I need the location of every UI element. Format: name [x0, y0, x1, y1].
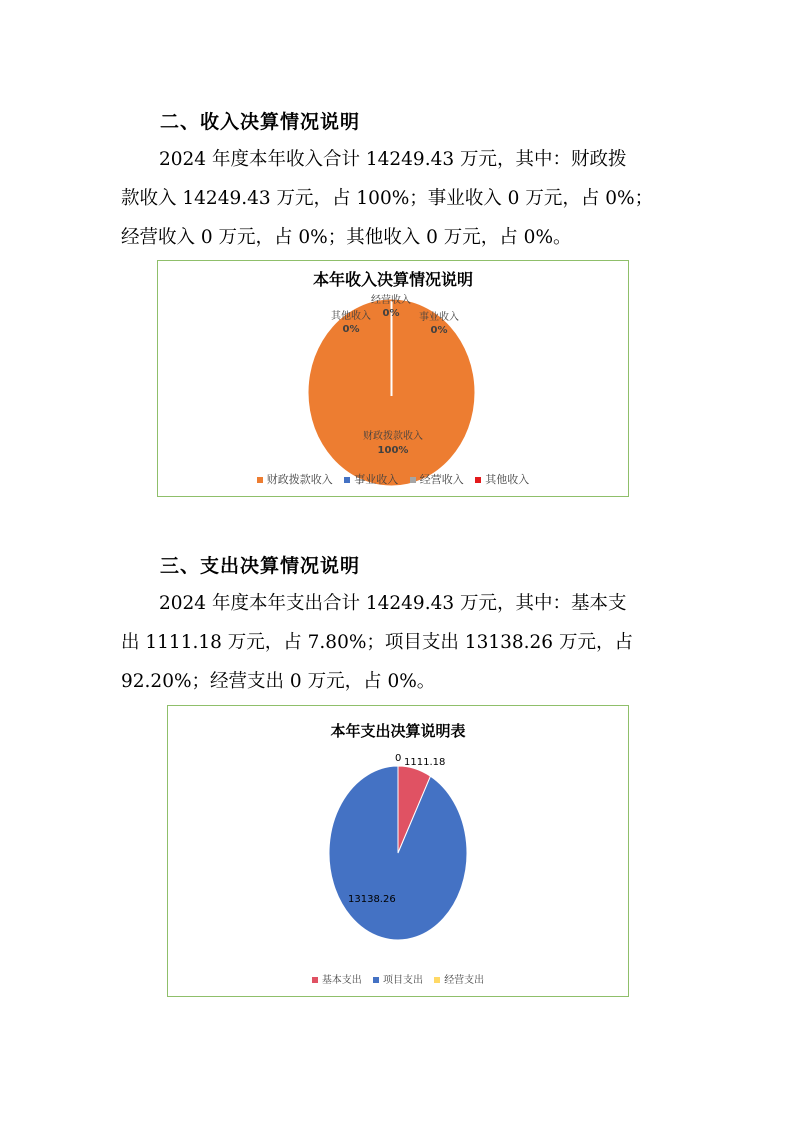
- expense-label-xiangmu: 13138.26: [348, 894, 396, 905]
- legend-label: 经营收入: [419, 473, 464, 486]
- expense-label-jiben: 1111.18: [404, 757, 446, 768]
- legend-swatch: [344, 477, 350, 483]
- legend-item: [257, 471, 333, 487]
- legend-swatch: [410, 477, 416, 483]
- legend-label: 基本支出: [321, 975, 362, 986]
- paragraph-line: 92.20%；经营支出 0 万元，占 0%。: [121, 671, 436, 692]
- legend-item: [312, 971, 362, 986]
- legend-label: 事业收入: [354, 473, 399, 486]
- income-chart: [157, 260, 629, 497]
- income-label-caizheng-value: 100%: [377, 445, 409, 456]
- legend-item: [434, 971, 484, 986]
- income-legend: [158, 471, 628, 487]
- income-label-shiye-value: 0%: [430, 325, 448, 336]
- paragraph-line: 2024 年度本年收入合计 14249.43 万元，其中：财政拨: [159, 149, 627, 170]
- legend-swatch: [312, 977, 318, 983]
- legend-swatch: [475, 477, 481, 483]
- expense-legend: [168, 971, 628, 986]
- paragraph-line: 2024 年度本年支出合计 14249.43 万元，其中：基本支: [159, 593, 627, 614]
- expense-chart-title: 本年支出决算说明表: [330, 722, 466, 740]
- income-label-qita-value: 0%: [342, 324, 360, 335]
- legend-item: [344, 471, 398, 487]
- paragraph-line: 款收入 14249.43 万元，占 100%；事业收入 0 万元，占 0%；: [121, 188, 654, 209]
- income-paragraph: [121, 140, 681, 257]
- expense-slice-1: [329, 766, 467, 940]
- paragraph-line: 出 1111.18 万元，占 7.80%；项目支出 13138.26 万元，占: [121, 632, 633, 653]
- income-label-qita-name: 其他收入: [331, 311, 371, 322]
- legend-item: [410, 471, 464, 487]
- income-label-shiye-name: 事业收入: [419, 312, 459, 323]
- legend-label: 财政拨款收入: [266, 473, 333, 486]
- legend-label: 其他收入: [485, 473, 530, 486]
- section-heading-expense: 三、支出决算情况说明: [160, 555, 361, 577]
- legend-item: [373, 971, 423, 986]
- legend-swatch: [434, 977, 440, 983]
- legend-label: 项目支出: [383, 975, 423, 986]
- legend-swatch: [373, 977, 379, 983]
- expense-paragraph: [121, 584, 681, 701]
- income-label-caizheng-name: 财政拨款收入: [363, 431, 423, 442]
- expense-chart: [167, 705, 629, 997]
- legend-label: 经营支出: [444, 975, 485, 986]
- income-pie-svg: [158, 261, 628, 496]
- paragraph-line: 经营收入 0 万元，占 0%；其他收入 0 万元，占 0%。: [121, 227, 572, 248]
- expense-label-jingying: 0: [395, 753, 402, 764]
- legend-swatch: [257, 477, 263, 483]
- expense-pie-svg: [168, 706, 628, 996]
- legend-item: [475, 471, 529, 487]
- income-chart-title: 本年收入决算情况说明: [312, 270, 473, 289]
- income-label-jingying-name: 经营收入: [371, 295, 411, 306]
- income-label-jingying-value: 0%: [382, 308, 400, 319]
- section-heading-income: 二、收入决算情况说明: [160, 111, 361, 133]
